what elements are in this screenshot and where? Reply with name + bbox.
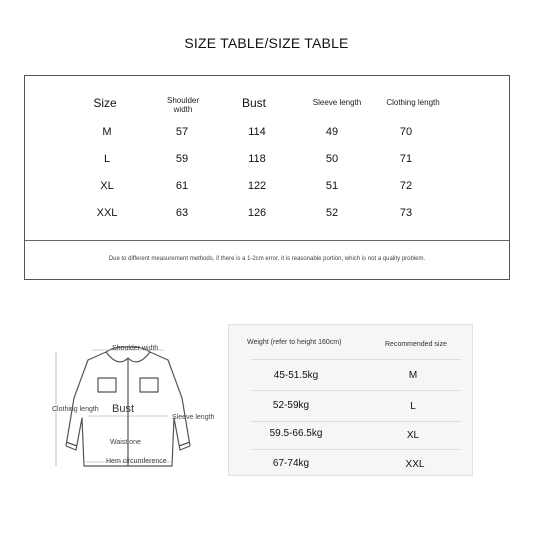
table-cell: 71 — [399, 153, 413, 165]
row-divider — [251, 421, 461, 422]
label-shoulder-width: Shoulder width — [112, 345, 159, 352]
weight-cell: 45-51.5kg — [273, 370, 319, 381]
header-sleeve-length: Sleeve length — [312, 98, 362, 107]
table-cell: 52 — [325, 207, 339, 219]
row-divider — [251, 449, 461, 450]
header-weight: Weight (refer to height 160cm) — [247, 339, 342, 346]
table-cell: 73 — [399, 207, 413, 219]
table-cell: 70 — [399, 126, 413, 138]
label-bust: Bust — [112, 403, 135, 415]
header-bust: Bust — [241, 96, 267, 110]
header-recommended-size: Recommended size — [385, 341, 447, 348]
header-shoulder-width: Shoulder width — [166, 96, 200, 114]
table-cell: 61 — [175, 180, 189, 192]
table-cell: 122 — [247, 180, 267, 192]
label-waist: Waist one — [110, 439, 141, 446]
table-cell: XL — [100, 180, 114, 192]
size-cell: XXL — [405, 459, 425, 470]
measurement-note: Due to different measurement methods, if there is a 1-2cm error, it is reasonable portion, which is not a quality problem. — [108, 256, 426, 262]
label-sleeve-length: Sleeve length — [172, 414, 215, 421]
label-hem: Hem circumference — [106, 458, 167, 465]
table-cell: 49 — [325, 126, 339, 138]
size-cell: XL — [406, 430, 420, 441]
table-cell: 57 — [175, 126, 189, 138]
recommended-size-table — [228, 324, 473, 476]
table-cell: 126 — [247, 207, 267, 219]
header-clothing-length: Clothing length — [386, 98, 440, 107]
table-cell: L — [103, 153, 111, 165]
table-cell: 63 — [175, 207, 189, 219]
page-title: SIZE TABLE/SIZE TABLE — [184, 35, 349, 51]
table-cell: M — [102, 126, 112, 138]
table-cell: 51 — [325, 180, 339, 192]
size-cell: M — [408, 370, 418, 381]
row-divider — [251, 390, 461, 391]
table-divider — [25, 240, 509, 241]
weight-cell: 67-74kg — [272, 458, 310, 469]
header-size: Size — [93, 96, 117, 110]
row-divider — [251, 359, 461, 360]
table-cell: 118 — [248, 153, 266, 165]
label-clothing-length: Clothing length — [52, 406, 99, 413]
size-cell: L — [410, 401, 416, 412]
table-cell: 59 — [175, 153, 189, 165]
weight-cell: 52-59kg — [272, 400, 310, 411]
jacket-diagram — [48, 338, 215, 473]
table-cell: XXL — [96, 207, 118, 219]
weight-cell: 59.5-66.5kg — [269, 428, 323, 439]
table-cell: 72 — [399, 180, 413, 192]
size-table — [24, 75, 510, 280]
table-cell: 50 — [325, 153, 339, 165]
table-cell: 114 — [248, 126, 266, 138]
